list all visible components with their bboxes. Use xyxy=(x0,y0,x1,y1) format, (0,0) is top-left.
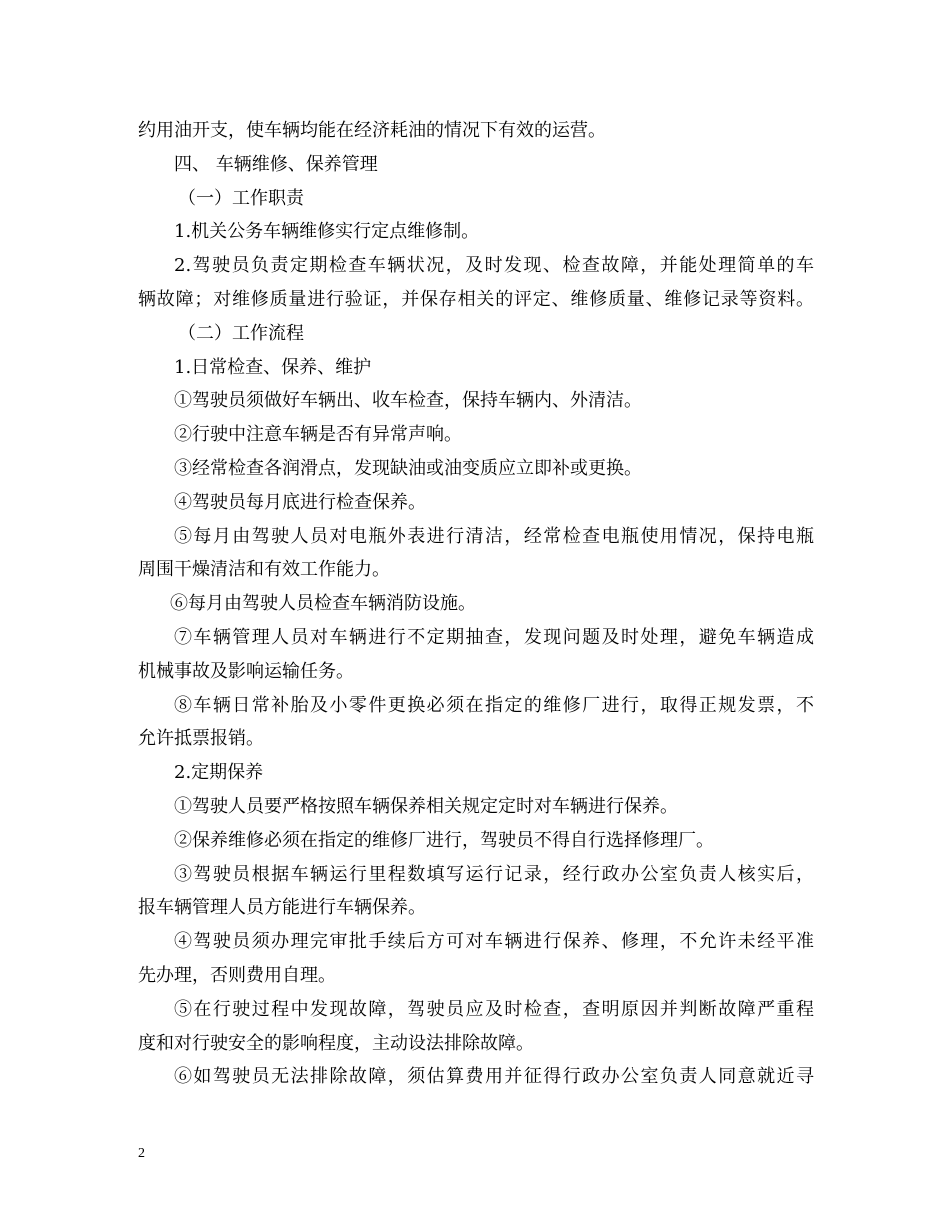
list-item-continuation: 报车辆管理人员方能进行车辆保养。 xyxy=(138,897,426,919)
list-item: ②行驶中注意车辆是否有异常声响。 xyxy=(174,424,462,446)
list-item: ⑤在行驶过程中发现故障，驾驶员应及时检查，查明原因并判断故障严重程 xyxy=(174,998,814,1020)
paragraph-line: 1.机关公务车辆维修实行定点维修制。 xyxy=(174,221,480,243)
list-item: ⑥如驾驶员无法排除故障，须估算费用并征得行政办公室负责人同意就近寻 xyxy=(174,1066,814,1088)
list-item: ③驾驶员根据车辆运行里程数填写运行记录，经行政办公室负责人核实后， xyxy=(174,863,814,885)
list-item: ⑧车辆日常补胎及小零件更换必须在指定的维修厂进行，取得正规发票，不 xyxy=(174,694,814,716)
paragraph-line: 辆故障；对维修质量进行验证，并保存相关的评定、维修质量、维修记录等资料。 xyxy=(138,288,814,310)
list-item: ①驾驶员须做好车辆出、收车检查，保持车辆内、外清洁。 xyxy=(174,390,642,412)
list-item-continuation: 度和对行驶安全的影响程度，主动设法排除故障。 xyxy=(138,1032,534,1054)
paragraph-line: 约用油开支，使车辆均能在经济耗油的情况下有效的运营。 xyxy=(138,120,606,141)
document-body xyxy=(138,114,814,1094)
subsection-heading: （一）工作职责 xyxy=(178,187,304,209)
list-item-continuation: 允许抵票报销。 xyxy=(138,728,264,750)
list-item: ①驾驶人员要严格按照车辆保养相关规定定时对车辆进行保养。 xyxy=(174,795,678,817)
list-item-continuation: 机械事故及影响运输任务。 xyxy=(138,660,354,682)
paragraph-line: 2.驾驶员负责定期检查车辆状况，及时发现、检查故障，并能处理简单的车 xyxy=(174,255,814,277)
list-item: ⑥每月由驾驶人员检查车辆消防设施。 xyxy=(170,593,476,615)
subsection-heading: （二）工作流程 xyxy=(178,322,304,344)
list-item: ④驾驶员每月底进行检查保养。 xyxy=(174,491,426,513)
page-number: 2 xyxy=(138,1146,145,1161)
list-item: ⑦车辆管理人员对车辆进行不定期抽查，发现问题及时处理，避免车辆造成 xyxy=(174,626,814,648)
list-item: ③经常检查各润滑点，发现缺油或油变质应立即补或更换。 xyxy=(174,457,642,479)
list-item-continuation: 周围干燥清洁和有效工作能力。 xyxy=(138,559,390,581)
section-heading: 四、 车辆维修、保养管理 xyxy=(174,153,378,175)
paragraph-line: 2.定期保养 xyxy=(174,762,264,784)
list-item-continuation: 先办理，否则费用自理。 xyxy=(138,964,336,986)
paragraph-line: 1.日常检查、保养、维护 xyxy=(174,356,372,378)
list-item: ②保养维修必须在指定的维修厂进行，驾驶员不得自行选择修理厂。 xyxy=(174,829,714,851)
list-item: ④驾驶员须办理完审批手续后方可对车辆进行保养、修理，不允许未经平准 xyxy=(174,931,814,953)
list-item: ⑤每月由驾驶人员对电瓶外表进行清洁，经常检查电瓶使用情况，保持电瓶 xyxy=(174,525,814,547)
